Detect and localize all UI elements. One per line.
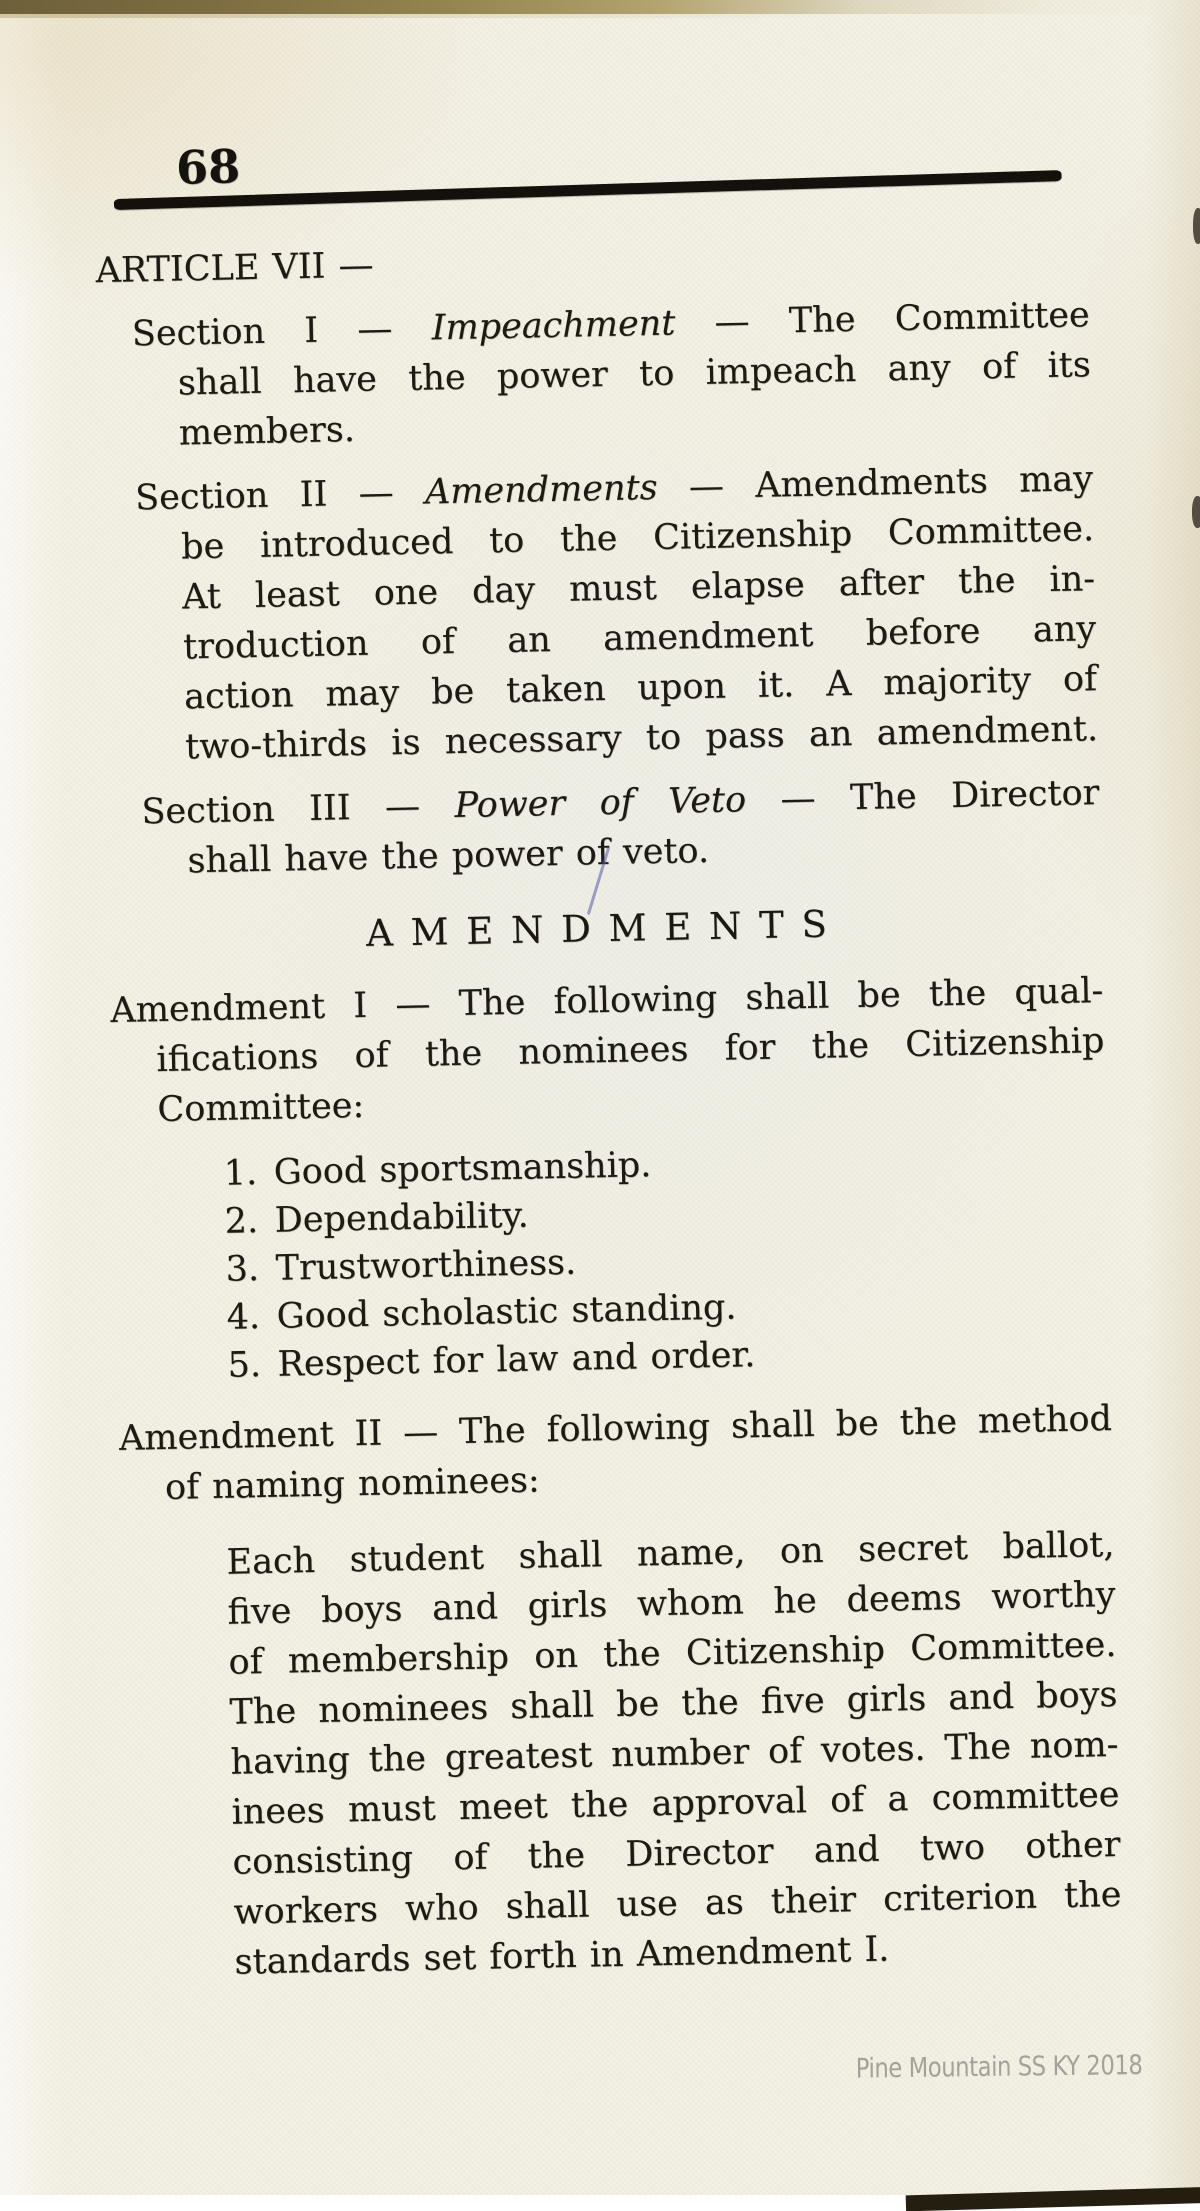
text-line: Section III — Power of Veto — The Director [141,773,1100,833]
text-line: action may be taken upon it. A majority of [183,659,1098,718]
text-line: Each student shall name, on secret ballot, [226,1524,1115,1583]
list-number: 2. [224,1201,259,1242]
block-section [100,454,1099,774]
text-line: Section I — Impeachment — The Committee [131,295,1091,355]
page-number: 68 [175,139,241,195]
block-article: ARTICLE VII — [95,245,374,292]
list-number: 5. [227,1345,262,1386]
text-line: members. [178,409,356,454]
list-text: Good scholastic standing. [276,1287,737,1337]
list-text: Good sportsmanship. [273,1145,652,1193]
block-heading: AMENDMENTS [365,902,846,955]
header-rule [114,170,1062,210]
text-line: The nominees shall be the five girls and boys [229,1674,1118,1733]
text-line: of membership on the Citizenship Committee. [228,1624,1117,1683]
text-line: inees must meet the approval of a committee [231,1774,1120,1833]
text-line: Committee: [157,1085,365,1131]
text-line: be introduced to the Citizenship Committee. [180,509,1095,568]
text-line: Amendment II — The following shall be the method [118,1398,1113,1459]
text-line: shall have the power to impeach any of its [177,345,1092,404]
text-line: Section II — Amendments — Amendments may [134,459,1094,519]
text-line: five boys and girls whom he deems worthy [227,1574,1116,1633]
list-number: 4. [226,1297,261,1338]
text-line: ifications of the nominees for the Citizenship [156,1021,1105,1081]
block-amendment [119,1394,1114,1514]
edge-speck [1192,496,1200,528]
text-line: Amendment I — The following shall be the qual- [110,971,1104,1031]
list-text: Dependability. [274,1195,530,1241]
list-number: 1. [223,1153,258,1194]
block-paragraph [226,1520,1123,1988]
text-line: consisting of the Director and two other [232,1824,1121,1883]
block-list [223,1132,1111,1390]
text-line: workers who shall use as their criterion the [233,1874,1122,1933]
page-body [0,224,1200,1992]
text-line: shall have the power of veto. [187,830,710,882]
text-line: two-thirds is necessary to pass an amendment. [184,709,1099,768]
text-line: At least one day must elapse after the in- [181,559,1096,618]
text-line: of naming nominees: [164,1460,541,1508]
block-section [96,290,1092,460]
text-line: standards set forth in Amendment I. [234,1929,890,1983]
bottom-edge-shadow [906,2187,1200,2211]
list-text: Respect for law and order. [277,1335,756,1385]
list-number: 3. [225,1249,260,1290]
book-top-edge [0,0,1200,14]
edge-speck [1193,208,1200,244]
list-text: Trustworthiness. [275,1242,577,1289]
watermark: Pine Mountain SS KY 2018 [855,2050,1143,2085]
text-line: having the greatest number of votes. The nom- [230,1724,1119,1783]
block-amendment [110,966,1106,1136]
text-line: troduction of an amendment before any [182,609,1097,668]
